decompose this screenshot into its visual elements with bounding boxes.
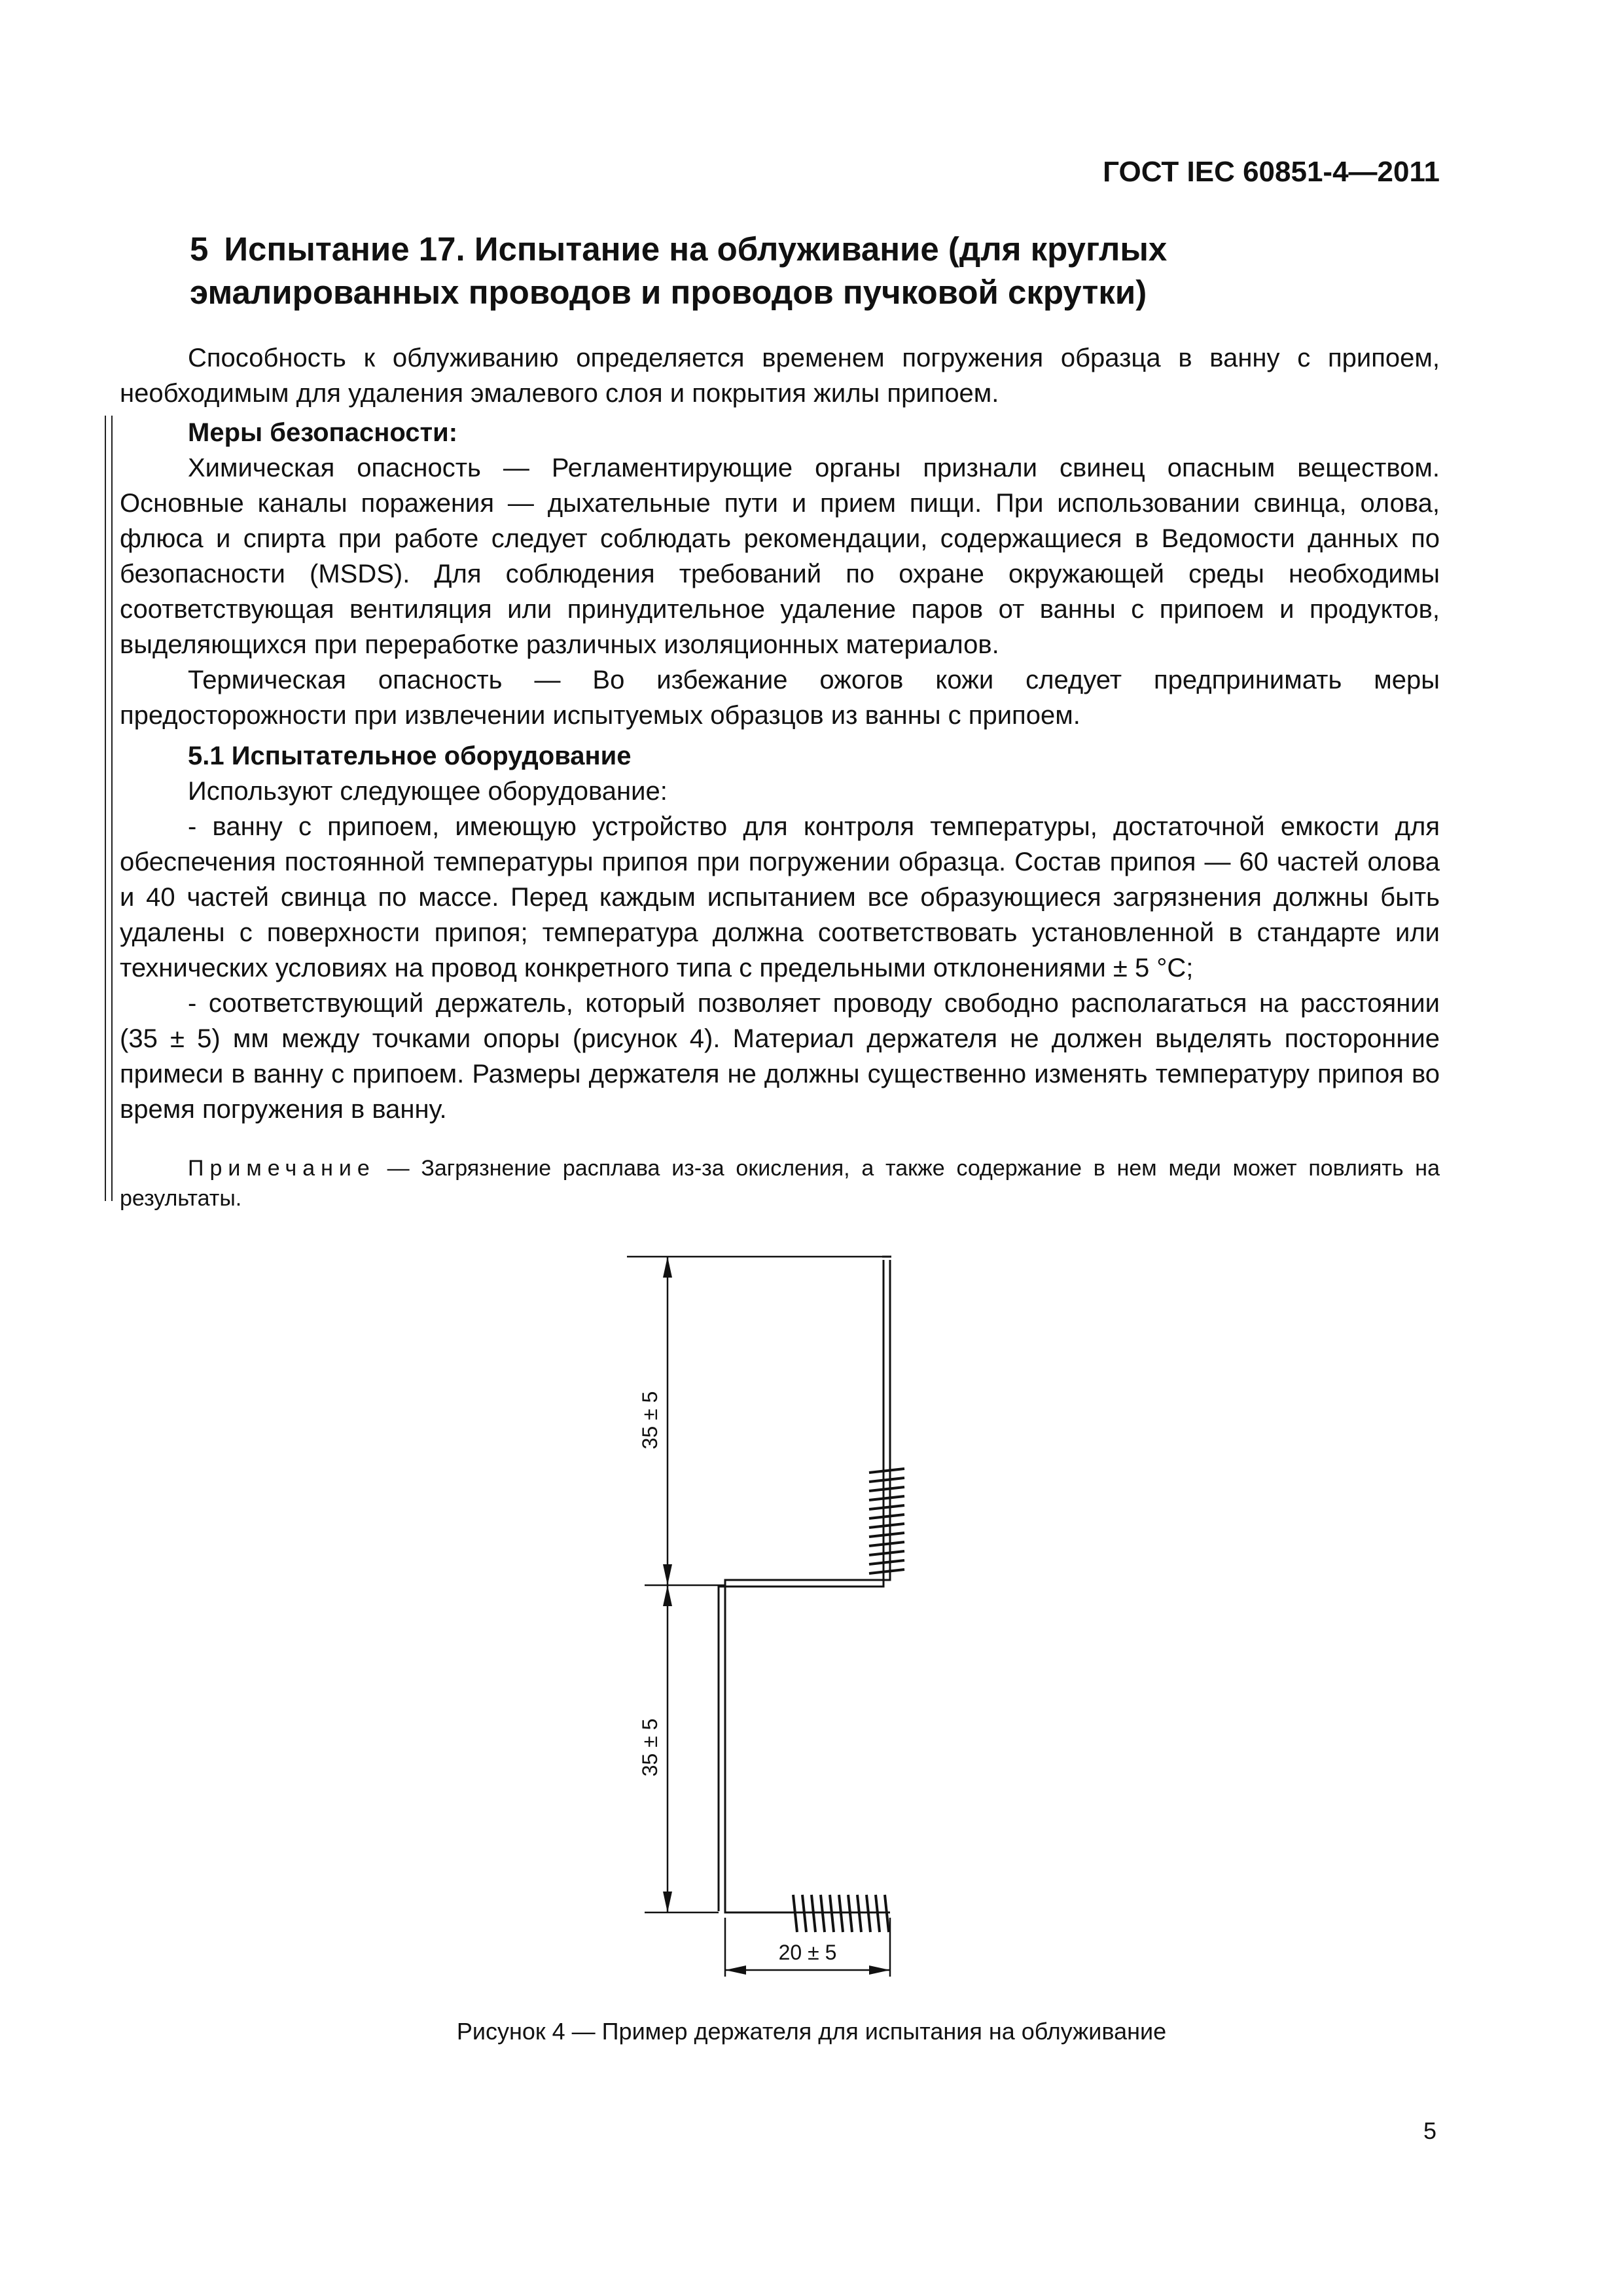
equipment-item-bath: - ванну с припоем, имеющую устройство для контроля температуры, достаточной емкости для обеспечения постоянной температуры припоя при погружении образца. Состав припоя — 60 частей олова и 40 частей свинца по массе. Перед каждым испытанием все образующиеся загрязнения должны быть удалены с поверхности припоя; температура должна соответствовать установленной в стандарте или технических условиях на провод конкретного типа с предельными отклонениями ± 5 °С; (120, 812, 1440, 982)
dimension-label-width: 20 ± 5 (778, 1941, 837, 1964)
equipment-item-holder: - соответствующий держатель, который позволяет проводу свободно располагаться на расстоянии (35 ± 5) мм между точками опоры (рисунок 4). Материал держателя не должен выделять посторонние примеси в ванну с припоем. Размеры держателя не должны существенно изменять температуру припоя во время погружения в ванну. (120, 989, 1440, 1124)
equipment-intro: Используют следующее оборудование: (188, 777, 668, 806)
body-text (120, 340, 1440, 1213)
arrow-mid-up (663, 1564, 672, 1585)
section-title (190, 228, 1433, 314)
arrow-mid-down (663, 1585, 672, 1606)
arrow-left (725, 1965, 746, 1975)
subsection-heading: 5.1 Испытательное оборудование (188, 742, 632, 770)
holder-drawing (0, 1230, 1623, 2016)
figure-caption: Рисунок 4 — Пример держателя для испытания на облуживание (456, 2018, 1167, 2045)
dimension-label-lower: 35 ± 5 (638, 1718, 662, 1777)
safety-heading: Меры безопасности: (188, 418, 458, 447)
standard-code: ГОСТ IEC 60851-4—2011 (1103, 156, 1440, 188)
note-label: Примечание (188, 1156, 376, 1181)
intro-paragraph: Способность к облуживанию определяется временем погружения образца в ванну с припоем, необходимым для удаления эмалевого слоя и покрытия жилы припоем. (120, 344, 1440, 408)
thermal-hazard-paragraph: Термическая опасность — Во избежание ожогов кожи следует предпринимать меры предосторожности при извлечении испытуемых образцов из ванны с припоем. (120, 666, 1440, 730)
note-paragraph (120, 1153, 1440, 1213)
arrow-top (663, 1257, 672, 1278)
page-number: 5 (1423, 2117, 1436, 2144)
change-bar (105, 416, 113, 1201)
holder-inner-line (719, 1260, 883, 1911)
figure-holder (0, 1230, 1623, 2016)
section-title-text: Испытание 17. Испытание на облуживание (для круглых эмалированных проводов и проводов пучковой скрутки) (190, 230, 1168, 311)
arrow-right (869, 1965, 890, 1975)
dimension-label-upper: 35 ± 5 (638, 1391, 662, 1450)
arrow-bottom (663, 1892, 672, 1912)
chemical-hazard-paragraph: Химическая опасность — Регламентирующие органы признали свинец опасным веществом. Основные каналы поражения — дыхательные пути и прием пищи. При использовании свинца, олова, флюса и спирта при работе следует соблюдать рекомендации, содержащиеся в Ведомости данных по безопасности (MSDS). Для соблюдения требований по охране окружающей среды необходимы соответствующая вентиляция или принудительное удаление паров от ванны с припоем и продуктов, выделяющихся при переработке различных изоляционных материалов. (120, 454, 1440, 659)
section-number: 5 (190, 230, 209, 268)
note-text: — Загрязнение расплава из-за окисления, а также содержание в нем меди может повлиять на результаты. (120, 1156, 1440, 1211)
coil-vertical (869, 1469, 904, 1573)
